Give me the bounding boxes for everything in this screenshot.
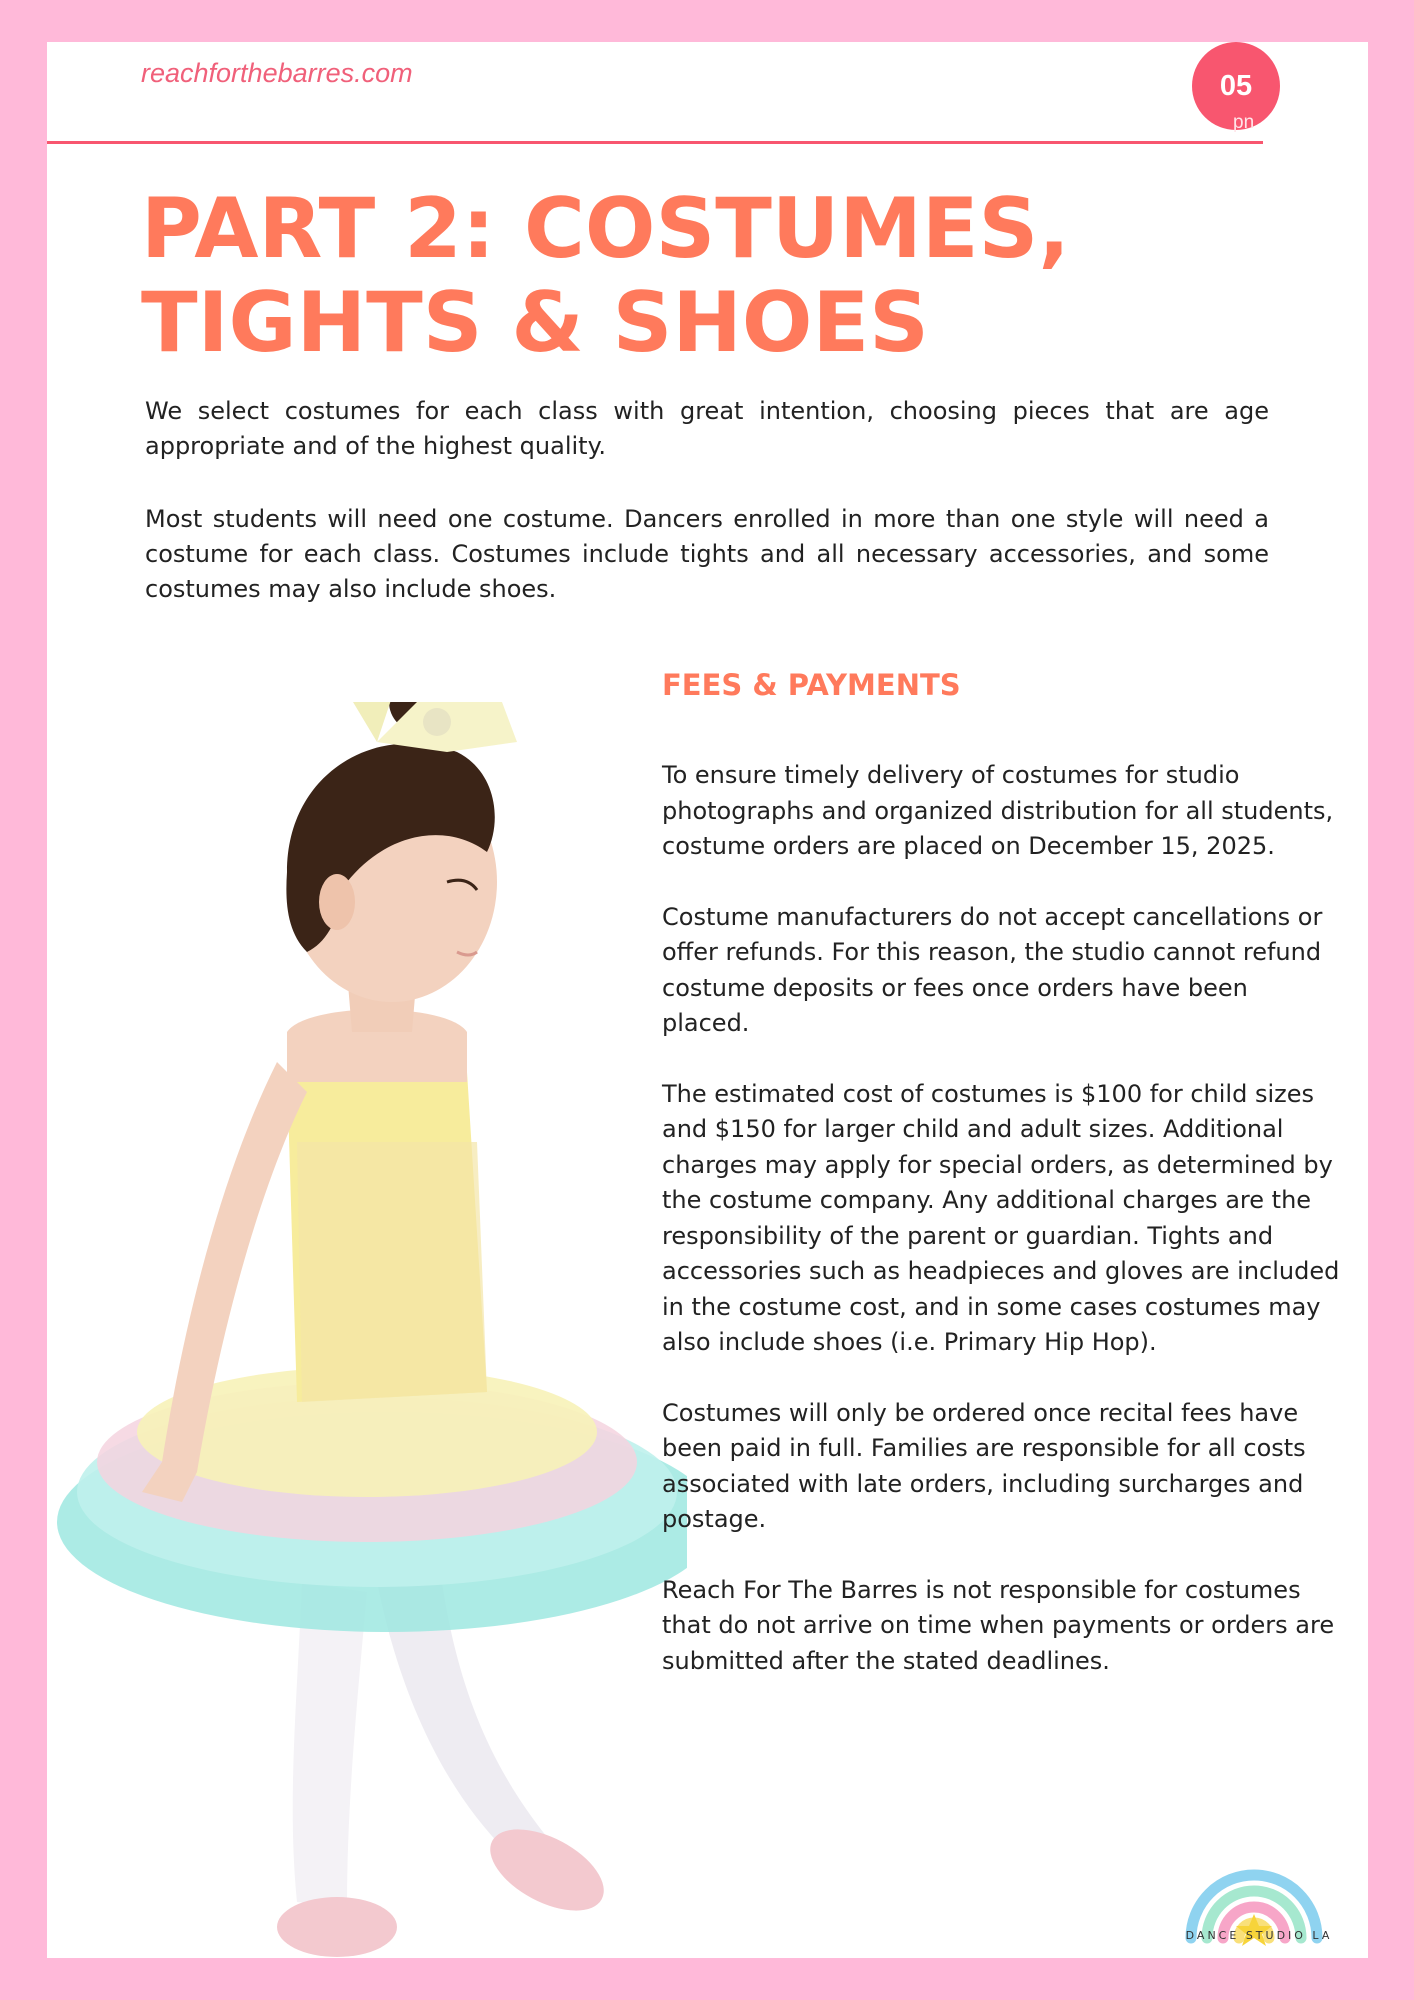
body-paragraph: To ensure timely delivery of costumes for studio photographs and organized distribution for all students, costume orders are placed on December 15, 2025.: [662, 761, 1334, 860]
fees-payments-body: [662, 758, 1342, 1714]
body-paragraph: Reach For The Barres is not responsible for costumes that do not arrive on time when payments or orders are submitted after the stated deadlines.: [662, 1575, 1335, 1675]
logo-text: DANCE STUDIO LA: [1185, 1929, 1333, 1942]
body-paragraph: The estimated cost of costumes is $100 for child sizes and $150 for larger child and adult sizes. Additional charges may apply for special orders, as determined by the costume company. Any additional charges are the responsibility of the parent or guardian. Tights and accessories such as headpieces and gloves are included in the costume cost, and in some cases costumes may also include shoes (i.e. Primary Hip Hop).: [662, 1079, 1340, 1356]
body-paragraph: Costumes will only be ordered once recital fees have been paid in full. Families are responsible for all costs associated with late orders, including surcharges and postage.: [662, 1398, 1306, 1533]
page-title: PART 2: COSTUMES, TIGHTS & SHOES: [141, 180, 1070, 371]
section-title: FEES & PAYMENTS: [662, 668, 961, 702]
site-url: reachforthebarres.com: [141, 58, 413, 88]
header-divider: [47, 141, 1263, 144]
page-number-badge: 05: [1192, 42, 1280, 130]
dancer-photo: [47, 702, 687, 1958]
ghost-text: pn: [1233, 112, 1255, 133]
intro-paragraph: Most students will need one costume. Dancers enrolled in more than one style will need a costume for each class. Costumes include tights and all necessary accessories, and some costumes may also include shoes.: [145, 505, 1269, 603]
document-page: [47, 42, 1368, 1958]
body-paragraph: Costume manufacturers do not accept cancellations or offer refunds. For this reason, the studio cannot refund costume deposits or fees once orders have been placed.: [662, 902, 1323, 1037]
intro-paragraph: We select costumes for each class with great intention, choosing pieces that are age appropriate and of the highest quality.: [145, 397, 1269, 460]
